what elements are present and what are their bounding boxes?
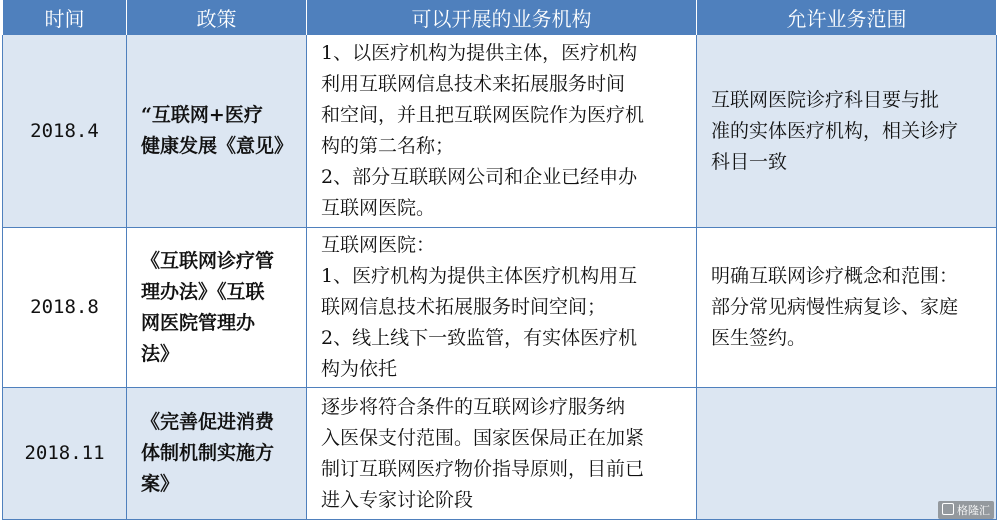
institutions-line: 2、线上线下一致监管，有实体医疗机 <box>321 327 638 349</box>
institutions-line: 1、以医疗机构为提供主体，医疗机构 <box>321 42 638 64</box>
policy-line: 案》 <box>141 473 180 495</box>
scope-cell <box>697 388 997 520</box>
watermark <box>938 501 994 519</box>
header-institutions: 可以开展的业务机构 <box>307 0 697 35</box>
header-row <box>3 0 997 35</box>
institutions-line: 入医保支付范围。国家医保局正在加紧 <box>321 426 645 449</box>
institutions-cell <box>307 388 697 520</box>
scope-cell <box>697 228 997 388</box>
institutions-line: 构的第二名称； <box>321 135 455 157</box>
policy-table <box>2 0 997 520</box>
time-cell: 2018.8 <box>3 228 127 388</box>
scope-line: 部分常见病慢性病复诊、家庭 <box>711 296 959 318</box>
scope-line: 明确互联网诊疗概念和范围： <box>711 265 959 287</box>
time-cell: 2018.4 <box>3 35 127 228</box>
institutions-line: 联网信息技术拓展服务时间空间； <box>321 296 607 318</box>
policy-line: 网医院管理办 <box>141 311 256 334</box>
scope-line: 准的实体医疗机构，相关诊疗 <box>711 119 959 142</box>
institutions-line: 利用互联网信息技术来拓展服务时间 <box>321 73 626 95</box>
policy-line: 《互联网诊疗管 <box>141 249 275 272</box>
table-row <box>3 388 997 520</box>
institutions-line: 构为依托 <box>321 358 398 380</box>
institutions-line: 制订互联网医疗物价指导原则，目前已 <box>321 457 645 480</box>
policy-cell <box>127 228 307 388</box>
header-scope: 允许业务范围 <box>697 0 997 35</box>
policy-line: 理办法》《互联 <box>141 280 265 303</box>
policy-line: “互联网+医疗 <box>141 104 263 126</box>
table-row <box>3 228 997 388</box>
time-cell: 2018.11 <box>3 388 127 520</box>
institutions-cell <box>307 228 697 388</box>
institutions-line: 1、医疗机构为提供主体医疗机构用互 <box>321 265 638 287</box>
institutions-line: 互联网医院： <box>321 234 436 256</box>
institutions-cell <box>307 35 697 228</box>
policy-cell <box>127 35 307 228</box>
policy-line: 体制机制实施方 <box>141 442 275 464</box>
table-row <box>3 35 997 228</box>
scope-cell <box>697 35 997 228</box>
policy-cell <box>127 388 307 520</box>
policy-line: 法》 <box>141 342 180 365</box>
institutions-line: 进入专家讨论阶段 <box>321 488 474 511</box>
policy-line: 健康发展《意见》 <box>141 135 294 157</box>
brand-logo-icon <box>942 503 954 515</box>
policy-line: 《完善促进消费 <box>141 411 275 433</box>
header-policy: 政策 <box>127 0 307 35</box>
header-time: 时间 <box>3 0 127 35</box>
scope-line: 科目一致 <box>711 150 788 173</box>
institutions-line: 互联网医院。 <box>321 197 436 219</box>
scope-line: 互联网医院诊疗科目要与批 <box>711 88 940 111</box>
watermark-text: 格隆汇 <box>957 504 990 517</box>
institutions-line: 和空间，并且把互联网医院作为医疗机 <box>321 104 645 126</box>
institutions-line: 2、部分互联联网公司和企业已经申办 <box>321 166 638 188</box>
scope-line: 医生签约。 <box>711 327 807 349</box>
institutions-line: 逐步将符合条件的互联网诊疗服务纳 <box>321 395 626 418</box>
